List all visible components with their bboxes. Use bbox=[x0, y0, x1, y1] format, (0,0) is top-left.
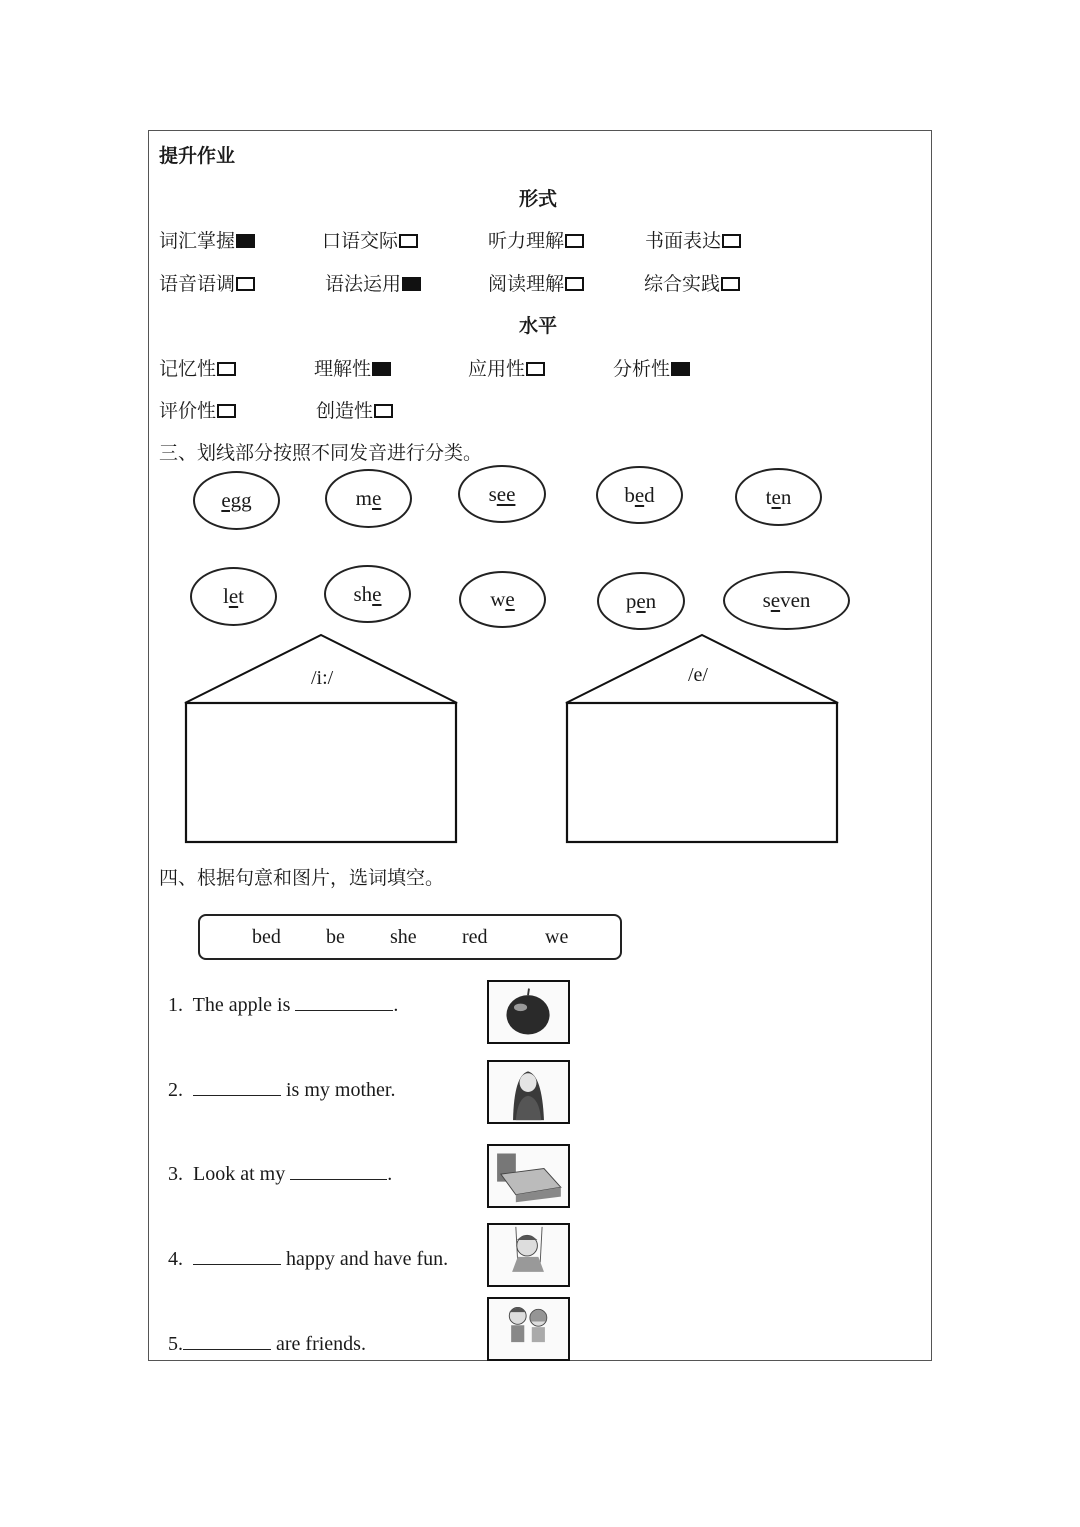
word-oval[interactable]: t e n bbox=[735, 468, 822, 526]
level-item-memory: 记忆性 bbox=[159, 354, 236, 381]
checkbox-checked[interactable] bbox=[402, 277, 421, 291]
section3-instruction: 三、划线部分按照不同发音进行分类。 bbox=[159, 442, 483, 464]
word-oval[interactable]: sh e bbox=[324, 565, 411, 623]
question-2: 2. is my mother. bbox=[168, 1079, 396, 1101]
word-oval[interactable]: w e bbox=[459, 571, 546, 628]
form-item-reading: 阅读理解 bbox=[488, 269, 584, 296]
answer-blank[interactable] bbox=[183, 1331, 271, 1350]
level-item-understanding: 理解性 bbox=[314, 354, 391, 381]
apple-picture bbox=[487, 980, 570, 1044]
form-item-writing: 书面表达 bbox=[645, 226, 741, 253]
word-bank bbox=[198, 914, 622, 960]
word-bank-item[interactable]: be bbox=[326, 926, 345, 948]
form-item-grammar: 语法运用 bbox=[325, 269, 421, 296]
checkbox-unchecked[interactable] bbox=[236, 277, 255, 291]
house-e-label: /e/ bbox=[688, 664, 708, 686]
word-bank-item[interactable]: bed bbox=[252, 926, 281, 948]
question-5: 5. are friends. bbox=[168, 1333, 366, 1355]
word-oval[interactable]: s ee bbox=[458, 465, 546, 523]
checkbox-unchecked[interactable] bbox=[565, 234, 584, 248]
word-oval[interactable]: b e d bbox=[596, 466, 683, 524]
word-oval[interactable]: m e bbox=[325, 469, 412, 528]
house-i-long bbox=[183, 633, 459, 845]
word-oval[interactable]: l e t bbox=[190, 567, 277, 626]
answer-blank[interactable] bbox=[295, 992, 393, 1011]
level-item-analysis: 分析性 bbox=[613, 354, 690, 381]
answer-blank[interactable] bbox=[193, 1246, 281, 1265]
checkbox-checked[interactable] bbox=[671, 362, 690, 376]
form-item-speaking: 口语交际 bbox=[322, 226, 418, 253]
level-item-evaluation: 评价性 bbox=[159, 396, 236, 423]
checkbox-unchecked[interactable] bbox=[722, 234, 741, 248]
question-4: 4. happy and have fun. bbox=[168, 1248, 449, 1270]
kid-swing-picture bbox=[487, 1223, 570, 1287]
checkbox-unchecked[interactable] bbox=[721, 277, 740, 291]
form-item-vocabulary: 词汇掌握 bbox=[159, 226, 255, 253]
house-i-label: /i:/ bbox=[311, 667, 334, 689]
word-bank-item[interactable]: we bbox=[545, 926, 569, 948]
worksheet-title: 提升作业 bbox=[159, 145, 236, 167]
checkbox-checked[interactable] bbox=[372, 362, 391, 376]
form-heading: 形式 bbox=[519, 188, 558, 210]
form-item-practice: 综合实践 bbox=[644, 269, 740, 296]
checkbox-checked[interactable] bbox=[236, 234, 255, 248]
checkbox-unchecked[interactable] bbox=[217, 404, 236, 418]
question-1: 1. The apple is . bbox=[168, 994, 399, 1016]
bed-picture bbox=[487, 1144, 570, 1208]
answer-blank[interactable] bbox=[290, 1161, 387, 1180]
form-item-pronunciation: 语音语调 bbox=[159, 269, 255, 296]
checkbox-unchecked[interactable] bbox=[399, 234, 418, 248]
question-3: 3. Look at my . bbox=[168, 1163, 393, 1185]
level-item-application: 应用性 bbox=[468, 354, 545, 381]
level-heading: 水平 bbox=[519, 315, 558, 337]
checkbox-unchecked[interactable] bbox=[526, 362, 545, 376]
checkbox-unchecked[interactable] bbox=[217, 362, 236, 376]
checkbox-unchecked[interactable] bbox=[565, 277, 584, 291]
mother-picture bbox=[487, 1060, 570, 1124]
word-bank-item[interactable]: she bbox=[390, 926, 417, 948]
friends-picture bbox=[487, 1297, 570, 1361]
section4-instruction: 四、根据句意和图片，选词填空。 bbox=[159, 867, 445, 889]
level-item-creation: 创造性 bbox=[316, 396, 393, 423]
word-oval[interactable]: s e ven bbox=[723, 571, 850, 630]
form-item-listening: 听力理解 bbox=[488, 226, 584, 253]
word-oval[interactable]: egg bbox=[193, 471, 280, 530]
answer-blank[interactable] bbox=[193, 1077, 281, 1096]
checkbox-unchecked[interactable] bbox=[374, 404, 393, 418]
word-oval[interactable]: p e n bbox=[597, 572, 685, 630]
word-bank-item[interactable]: red bbox=[462, 926, 488, 948]
